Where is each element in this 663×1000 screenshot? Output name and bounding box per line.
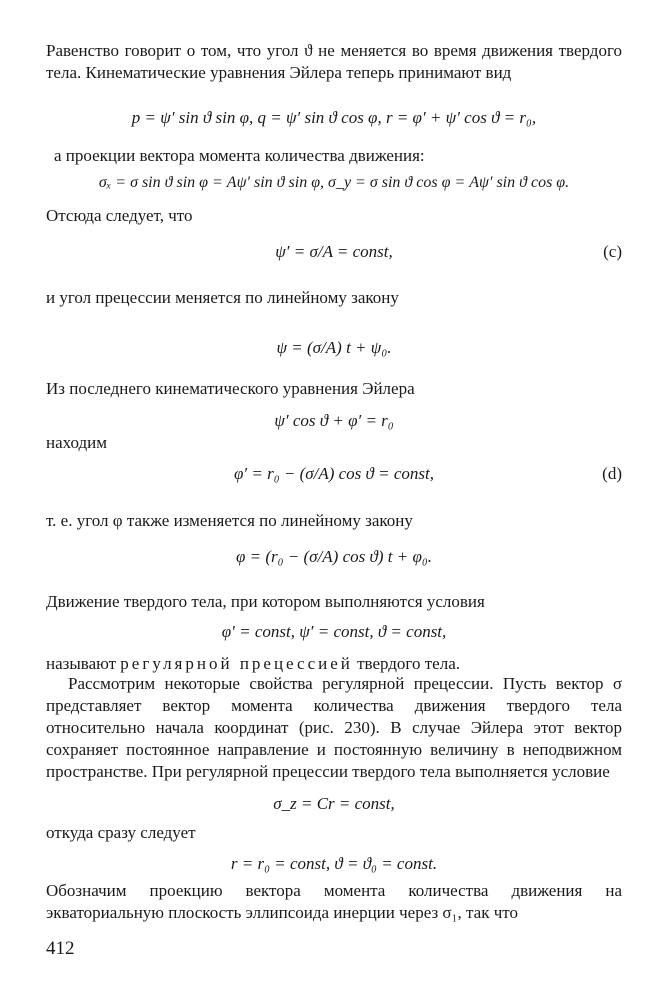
equation-kinematic-euler: p = ψ′ sin ϑ sin φ, q = ψ′ sin ϑ cos φ, r = φ′ + ψ′ cos ϑ = r₀, <box>131 108 537 127</box>
text-we-find: находим <box>46 433 108 452</box>
equation-sigma-z: σ_z = Cr = const, <box>273 794 395 813</box>
term-regular-precession: регулярной прецессией <box>120 654 353 673</box>
equation-c-body: ψ′ = σ/A = const, <box>275 242 393 261</box>
equation-psi-linear: ψ = (σ/A) t + ψ₀. <box>276 338 392 357</box>
text-momentum-projections: а проекции вектора момента количества движения: <box>54 146 425 165</box>
equation-phi-linear: φ = (r₀ − (σ/A) cos ϑ) t + φ₀. <box>235 547 433 566</box>
definition-prefix: называют <box>46 654 121 673</box>
page-number: 412 <box>46 938 75 959</box>
paragraph-equatorial-projection: Обозначим проекцию вектора момента количества движения на экваториальную плоскость эллипсоида инерции через σ₁, так что <box>46 881 622 922</box>
text-phi-linear: т. е. угол φ также изменяется по линейному закону <box>46 511 413 530</box>
text-regular-precession-definition <box>46 653 460 675</box>
text-hence-follows: Отсюда следует, что <box>46 206 193 225</box>
equation-constants: r = r₀ = const, ϑ = ϑ₀ = const. <box>230 854 438 873</box>
equation-sigma-projections: σₓ = σ sin ϑ sin φ = Aψ′ sin ϑ sin φ, σ_y = σ sin ϑ cos φ = Aψ′ sin ϑ cos φ. <box>98 174 570 191</box>
text-precession-angle: и угол прецессии меняется по линейному закону <box>46 288 399 307</box>
text-last-kinematic-equation: Из последнего кинематического уравнения Эйлера <box>46 379 415 398</box>
equation-kinematic-last: ψ′ cos ϑ + φ′ = r₀ <box>274 411 394 430</box>
text-motion-conditions: Движение твердого тела, при котором выполняются условия <box>46 592 485 611</box>
equation-conditions: φ′ = const, ψ′ = const, ϑ = const, <box>221 622 447 641</box>
equation-d-body: φ′ = r₀ − (σ/A) cos ϑ = const, <box>233 464 434 483</box>
paragraph-euler-equations-intro: Равенство говорит о том, что угол ϑ не меняется во время движения твердого тела. Кинематические уравнения Эйлера теперь принимают вид <box>46 41 622 82</box>
equation-label-d: (d) <box>602 464 622 483</box>
definition-suffix: твердого тела. <box>352 654 460 673</box>
equation-c <box>46 240 622 264</box>
equation-label-c: (c) <box>603 242 622 261</box>
text-it-follows: откуда сразу следует <box>46 823 196 842</box>
paragraph-regular-precession-properties: Рассмотрим некоторые свойства регулярной прецессии. Пусть вектор σ представляет вектор момента количества движения твердого тела относительно начала координат (рис. 230). В случае Эйлера этот вектор сохраняет постоянное направление и постоянную величину в неподвижном пространстве. При регулярной прецессии твердого тела выполняется условие <box>46 674 622 781</box>
equation-d <box>46 462 622 486</box>
